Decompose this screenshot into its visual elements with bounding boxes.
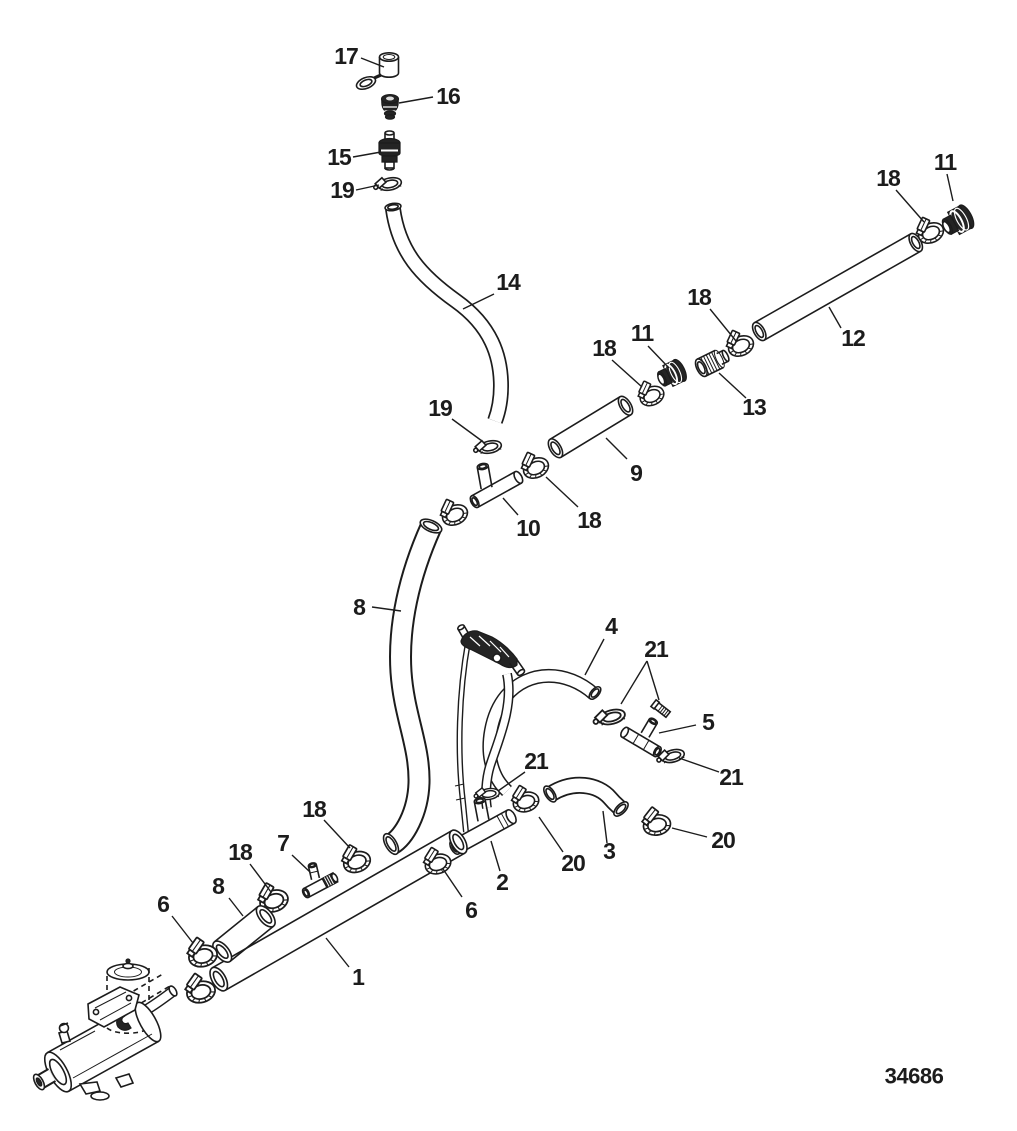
callout-label-21: 21 (719, 764, 743, 790)
part-clamp-18-near-10 (435, 493, 471, 529)
callout-label-3: 3 (603, 838, 615, 864)
callout-label-4: 4 (605, 613, 617, 639)
callout-label-18: 18 (302, 796, 326, 822)
callout-leader-15 (353, 152, 381, 157)
part-clamp-19-mid (471, 437, 503, 457)
callout-label-15: 15 (327, 144, 351, 170)
part-fitting-15 (379, 131, 400, 170)
callout-label-10: 10 (516, 515, 540, 541)
part-hose-9 (545, 394, 635, 460)
part-clamp-20-right (639, 804, 673, 838)
part-tee-10 (456, 448, 524, 509)
callout-leader-20 (672, 828, 707, 837)
callout-leader-21 (621, 661, 647, 704)
part-clamp-20-left (507, 781, 541, 815)
part-hose-14 (385, 202, 501, 421)
callout-label-13: 13 (742, 394, 766, 420)
part-clamp-6-mid (419, 843, 453, 877)
callout-leader-21 (679, 758, 719, 772)
callout-label-19: 19 (330, 177, 354, 203)
callout-label-19: 19 (428, 395, 452, 421)
part-clamp-21-upper (590, 705, 627, 729)
callout-label-8: 8 (353, 594, 365, 620)
callout-leader-19 (452, 419, 482, 441)
callout-leader-8 (229, 898, 243, 916)
part-clamp-18-low-mid (337, 840, 373, 877)
callout-label-18: 18 (592, 335, 616, 361)
callout-label-5: 5 (702, 709, 714, 735)
callout-label-7: 7 (277, 830, 289, 856)
callout-label-21: 21 (524, 748, 548, 774)
callout-label-1: 1 (352, 964, 364, 990)
drawing-number: 34686 (884, 1063, 944, 1089)
callout-leader-1 (326, 938, 349, 967)
part-hose-8-short (209, 903, 278, 966)
callout-label-16: 16 (436, 83, 460, 109)
part-hose-12 (750, 231, 925, 342)
callout-label-18: 18 (687, 284, 711, 310)
part-fitting-11-top-right (938, 203, 977, 240)
callout-label-18: 18 (228, 839, 252, 865)
callout-leader-9 (606, 438, 627, 459)
callout-label-18: 18 (577, 507, 601, 533)
callout-label-11: 11 (630, 320, 654, 346)
callout-label-12: 12 (841, 325, 865, 351)
part-clamp-6-upper (183, 933, 219, 970)
part-fitting-11-mid (654, 357, 690, 391)
callout-label-18: 18 (876, 165, 900, 191)
callout-label-14: 14 (496, 269, 520, 295)
callout-label-2: 2 (496, 869, 508, 895)
callout-label-6: 6 (465, 897, 477, 923)
callout-leader-6 (172, 916, 193, 943)
callout-leader-2 (491, 841, 500, 871)
callout-leader-18 (710, 309, 736, 341)
callout-leader-21 (647, 661, 659, 700)
callout-leader-18 (324, 820, 350, 848)
callout-leader-18 (546, 477, 578, 507)
callout-leader-18 (250, 864, 271, 892)
callout-leader-4 (585, 639, 604, 675)
callout-label-8: 8 (212, 873, 224, 899)
callout-leader-16 (399, 97, 433, 103)
callout-label-17: 17 (334, 43, 358, 69)
part-clamp-19-top (371, 174, 403, 194)
part-pin-21 (651, 700, 671, 718)
callout-label-11: 11 (933, 149, 957, 175)
part-fitting-16 (382, 95, 399, 120)
callout-layer (157, 43, 957, 990)
callout-leader-18 (896, 190, 924, 222)
callout-leader-10 (503, 498, 518, 515)
callout-leader-11 (947, 174, 953, 201)
part-hose-3 (541, 784, 630, 819)
callout-leader-20 (539, 817, 563, 852)
callout-label-20: 20 (561, 850, 585, 876)
callout-leader-7 (292, 855, 310, 872)
callout-leader-12 (829, 307, 841, 328)
callout-label-6: 6 (157, 891, 169, 917)
callout-label-20: 20 (711, 827, 735, 853)
callout-label-9: 9 (630, 460, 642, 486)
callout-leader-5 (659, 725, 696, 733)
callout-label-21: 21 (644, 636, 668, 662)
part-hose-8-long (380, 516, 443, 856)
part-hose-assembly-2 (435, 624, 525, 856)
callout-leader-18 (612, 360, 642, 387)
seawater-pump-assembly (31, 959, 178, 1100)
part-fitting-13 (693, 346, 732, 378)
callout-leader-11 (648, 346, 669, 368)
callout-leader-6 (443, 869, 462, 897)
